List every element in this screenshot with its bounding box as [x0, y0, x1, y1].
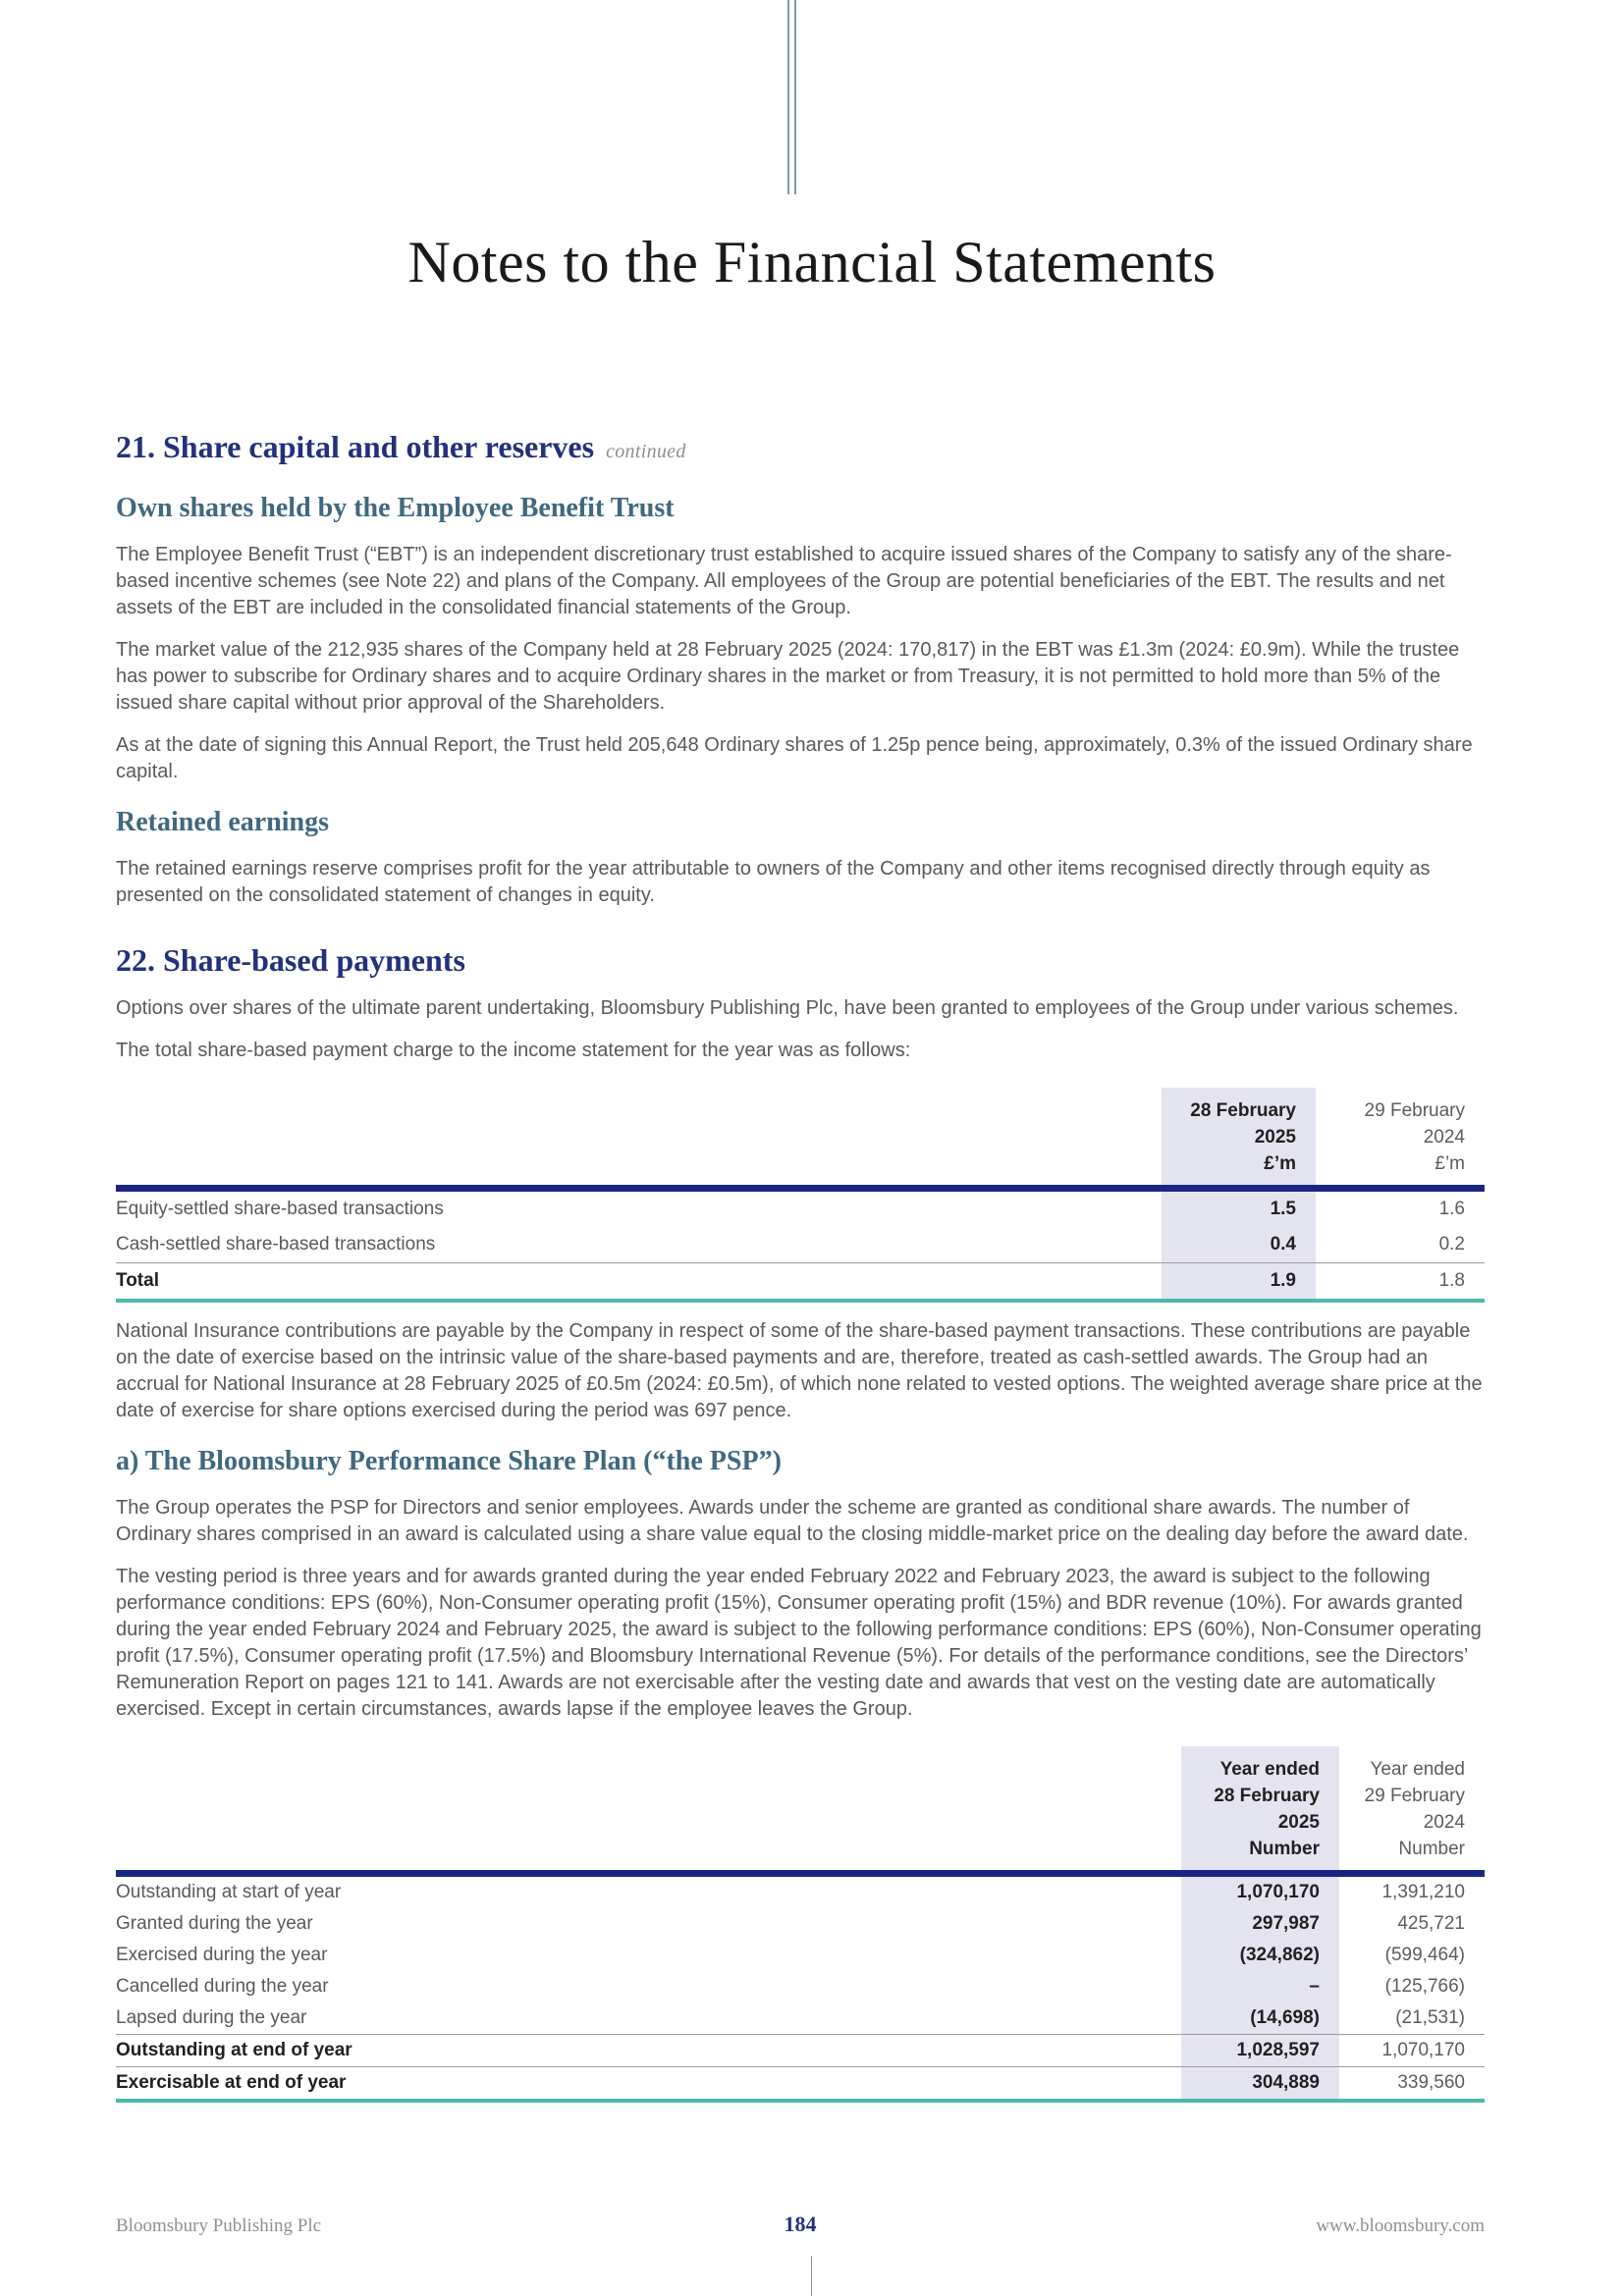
row-label: Total: [116, 1270, 159, 1291]
table-row: [116, 1908, 1485, 1940]
header-line: 28 February: [1190, 1100, 1296, 1121]
row-label: Cancelled during the year: [116, 1976, 329, 1997]
footer-company: Bloomsbury Publishing Plc: [116, 2216, 322, 2236]
table-row: [116, 2066, 1485, 2099]
value-2025: 297,987: [1181, 1908, 1339, 1940]
subheading-own-shares: Own shares held by the Employee Benefit Trust: [116, 493, 675, 523]
table-header-row: [116, 1746, 1485, 1877]
table-row: [116, 2002, 1485, 2034]
header-line: Number: [1398, 1839, 1465, 1859]
header-line: 2025: [1254, 1127, 1296, 1148]
value-2024: 1.6: [1438, 1199, 1465, 1219]
value-2025: 1,028,597: [1181, 2035, 1339, 2066]
row-label: Exercised during the year: [116, 1945, 328, 1965]
header-line: 2025: [1277, 1812, 1320, 1833]
value-2025: 304,889: [1181, 2067, 1339, 2099]
header-line: Year ended: [1219, 1759, 1320, 1780]
value-2024: 1,070,170: [1381, 2040, 1465, 2060]
table-body: [116, 1877, 1485, 2099]
top-center-rule: [794, 0, 796, 194]
footer: [116, 2212, 1485, 2237]
paragraph-ebt-signing-date: As at the date of signing this Annual Report, the Trust held 205,648 Ordinary shares of 1.25p pence being, approximately, 0.3% of the issued Ordinary share capital.: [116, 734, 1473, 782]
header-line: 29 February: [1364, 1786, 1465, 1806]
table-row: [116, 1940, 1485, 1971]
value-2024: 1.8: [1438, 1270, 1465, 1291]
table-row: [116, 2034, 1485, 2066]
table-body: [116, 1192, 1485, 1299]
paragraph-psp-operates: The Group operates the PSP for Directors and senior employees. Awards under the scheme are granted as conditional share awards. The number of Ordinary shares comprised in an award is calculated using a share value equal to the closing middle-market price on the dealing day before the award date.: [116, 1497, 1469, 1545]
paragraph-retained-earnings: The retained earnings reserve comprises profit for the year attributable to owners of the Company and other items recognised directly through equity as presented on the consolidated statement of changes in equity.: [116, 858, 1431, 906]
table-header-2025: [1181, 1746, 1339, 1870]
section-21-title: 21. Share capital and other reserves: [116, 429, 595, 464]
table-header-2024: [1339, 1746, 1485, 1870]
row-label: Cash-settled share-based transactions: [116, 1234, 436, 1255]
header-line: 29 February: [1364, 1100, 1465, 1121]
header-line: £’m: [1264, 1153, 1296, 1174]
footer-website: www.bloomsbury.com: [1316, 2216, 1485, 2236]
page-number: 184: [784, 2212, 817, 2236]
header-line: 28 February: [1214, 1786, 1320, 1806]
subheading-psp: a) The Bloomsbury Performance Share Plan (“the PSP”): [116, 1446, 782, 1476]
table-header-spacer: [116, 1746, 1181, 1870]
header-line: £’m: [1435, 1153, 1465, 1174]
share-based-payment-charge-table: [116, 1088, 1485, 1303]
value-2024: 0.2: [1438, 1234, 1465, 1255]
subheading-retained-earnings: Retained earnings: [116, 807, 329, 837]
value-2025: –: [1181, 1971, 1339, 2002]
row-label: Granted during the year: [116, 1913, 313, 1934]
row-label: Equity-settled share-based transactions: [116, 1199, 444, 1219]
paragraph-ebt-market-value: The market value of the 212,935 shares of the Company held at 28 February 2025 (2024: 170,817) in the EBT was £1.3m (2024: £0.9m). While the trustee has power to subscribe for Ordinary shares and to acquire Ordinary shares in the market or from Treasury, it is not permitted to hold more than 5% of the issued share capital without prior approval of the Shareholders.: [116, 639, 1460, 714]
table-row: [116, 1877, 1485, 1908]
section-21-heading: [116, 427, 1485, 471]
bottom-center-rule: [811, 2256, 812, 2296]
table-row: [116, 1971, 1485, 2002]
value-2024: 1,391,210: [1381, 1882, 1465, 1902]
paragraph-options-intro: Options over shares of the ultimate parent undertaking, Bloomsbury Publishing Plc, have been granted to employees of the Group under various schemes.: [116, 997, 1459, 1019]
value-2024: (599,464): [1384, 1945, 1465, 1965]
value-2024: (125,766): [1384, 1976, 1465, 1997]
header-line: 2024: [1423, 1812, 1465, 1833]
value-2025: (324,862): [1181, 1940, 1339, 1971]
value-2025: 1.5: [1162, 1192, 1316, 1227]
paragraph-ebt-intro: The Employee Benefit Trust (“EBT”) is an independent discretionary trust established to acquire issued shares of the Company to satisfy any of the share-based incentive schemes (see Note 22) and plans of the Company. All employees of the Group are potential beneficiaries of the EBT. The results and net assets of the EBT are included in the consolidated financial statements of the Group.: [116, 544, 1452, 618]
row-label: Exercisable at end of year: [116, 2072, 347, 2093]
paragraph-psp-vesting: The vesting period is three years and for awards granted during the year ended February 2022 and February 2023, the award is subject to the following performance conditions: EPS (60%), Non-Consumer operating profit (15%), Consumer operating profit (15%) and BDR revenue (10%). For awards granted during the year ended February 2024 and February 2025, the award is subject to the following performance conditions: EPS (60%), Non-Consumer operating profit (17.5%), Consumer operating profit (17.5%) and Bloomsbury International Revenue (5%). For details of the performance conditions, see the Directors’ Remuneration Report on pages 121 to 141. Awards are not exercisable after the vesting date and awards that vest on the vesting date are automatically exercised. Except in certain circumstances, awards lapse if the employee leaves the Group.: [116, 1566, 1482, 1720]
header-line: Year ended: [1370, 1759, 1465, 1780]
header-line: 2024: [1423, 1127, 1465, 1148]
paragraph-charge-intro: The total share-based payment charge to the income statement for the year was as follows:: [116, 1040, 911, 1061]
value-2025: 0.4: [1162, 1227, 1316, 1262]
table-row: [116, 1192, 1485, 1227]
row-label: Outstanding at start of year: [116, 1882, 342, 1902]
table-header-spacer: [116, 1088, 1162, 1185]
table-row: [116, 1262, 1485, 1299]
row-label: Lapsed during the year: [116, 2007, 307, 2028]
section-22-heading: 22. Share-based payments: [116, 942, 465, 978]
table-row: [116, 1227, 1485, 1262]
value-2024: (21,531): [1395, 2007, 1465, 2028]
top-center-rule: [787, 0, 789, 194]
value-2024: 339,560: [1397, 2072, 1465, 2093]
value-2025: 1,070,170: [1181, 1877, 1339, 1908]
table-header-2025: [1162, 1088, 1316, 1185]
page-content: [116, 427, 1485, 2103]
value-2025: 1.9: [1162, 1263, 1316, 1299]
psp-movements-table: [116, 1746, 1485, 2103]
table-header-row: [116, 1088, 1485, 1192]
table-header-2024: [1316, 1088, 1485, 1185]
continued-label: continued: [606, 441, 686, 462]
page-title: Notes to the Financial Statements: [407, 230, 1217, 294]
value-2025: (14,698): [1181, 2002, 1339, 2034]
paragraph-national-insurance: National Insurance contributions are payable by the Company in respect of some of the share-based payment transactions. These contributions are payable on the date of exercise based on the intrinsic value of the share-based payments and are, therefore, treated as cash-settled awards. The Group had an accrual for National Insurance at 28 February 2025 of £0.5m (2024: £0.5m), of which none related to vested options. The weighted average share price at the date of exercise for share options exercised during the period was 697 pence.: [116, 1320, 1483, 1421]
row-label: Outstanding at end of year: [116, 2040, 352, 2060]
header-line: Number: [1249, 1839, 1320, 1859]
value-2024: 425,721: [1397, 1913, 1465, 1934]
